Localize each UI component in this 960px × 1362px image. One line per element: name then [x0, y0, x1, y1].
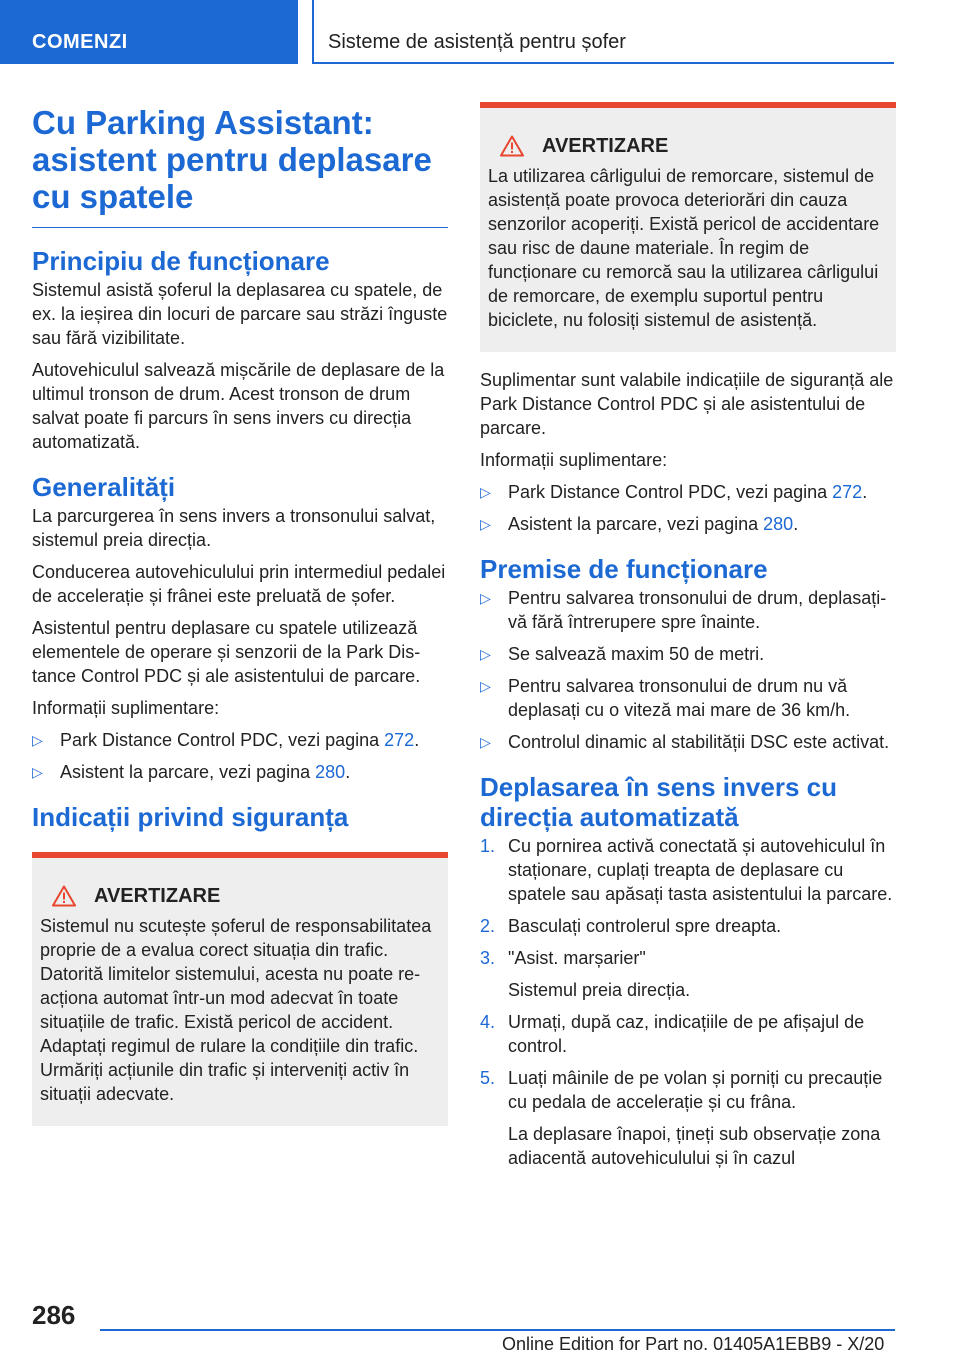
list-item	[480, 480, 896, 504]
item-text: Asistent la parcare, vezi pagina	[60, 762, 316, 782]
page-number: 286	[32, 1300, 76, 1330]
steps-list	[480, 834, 896, 1170]
page-link[interactable]: 272	[832, 482, 863, 502]
section-tab: COMENZI	[0, 0, 298, 64]
step-text: "Asist. marșarier"	[508, 948, 646, 968]
item-end: .	[345, 762, 351, 782]
page-link[interactable]: 280	[763, 514, 794, 534]
step-number: 1.	[480, 836, 496, 856]
list-item	[480, 642, 896, 666]
triangle-bullet-icon: ▷	[480, 590, 491, 606]
item-text: Park Distance Control PDC, vezi pagina	[508, 482, 833, 502]
step-text: Urmați, după caz, indicațiile de pe afișajul de control.	[508, 1012, 865, 1056]
footer-edition: Online Edition for Part no. 01405A1EBB9 - X/20	[502, 1334, 885, 1354]
general-heading: Generalități	[32, 472, 176, 502]
step-number: 3.	[480, 948, 496, 968]
warning-title: AVERTIZARE	[94, 885, 221, 907]
step-item	[480, 914, 896, 938]
info-label: Informații suplimentare:	[480, 450, 668, 470]
general-paragraph: La parcurgerea în sens invers a tronsonului salvat, sistemul preia direcția.	[32, 506, 436, 550]
general-paragraph: Conducerea autovehiculului prin intermediul pedalei de accelerație și frânei este preluată de șofer.	[32, 562, 446, 606]
step-subtext: La deplasare înapoi, țineți sub observație zona adiacentă autovehiculului și în cazul	[508, 1124, 881, 1168]
triangle-bullet-icon: ▷	[480, 516, 491, 532]
list-item	[32, 728, 448, 752]
step-text: Luați mâinile de pe volan și porniți cu precauție cu pedala de accelerație și cu frâna.	[508, 1068, 883, 1112]
triangle-bullet-icon: ▷	[32, 732, 43, 748]
warning-triangle-icon	[500, 135, 524, 157]
list-item	[480, 512, 896, 536]
triangle-bullet-icon: ▷	[480, 484, 491, 500]
item-text: Asistent la parcare, vezi pagina	[508, 514, 764, 534]
warning-box	[480, 102, 896, 352]
item-text: Se salvează maxim 50 de metri.	[508, 644, 765, 664]
warning-text: La utilizarea cârligului de remorcare, sistemul de asistență poate provoca deteriorări din cauza senzorilor acoperiți. Există pericol de accidentare sau risc de daune materiale. În regim de funcționare cu remorcă sau la utilizarea cârligului de remorcare, de exemplu suportul pentru biciclete, nu folosiți sistemul de asistență.	[488, 166, 880, 330]
warning-text: Sistemul nu scutește șoferul de responsabilitatea proprie de a evalua corect situația din trafic. Datorită limitelor sistemului, acesta nu poate reacționa automat într-un mod adecvat în toate situațiile de trafic. Există pericol de accident. Adaptați regimul de rulare la condițiile din trafic. Urmăriți acțiunile din trafic și interveniți activ în situații adecvate.	[40, 916, 432, 1104]
prerequisites-list	[480, 586, 896, 754]
prerequisites-heading: Premise de funcționare	[480, 554, 768, 584]
step-item	[480, 1010, 896, 1058]
warning-title: AVERTIZARE	[542, 135, 669, 157]
triangle-bullet-icon: ▷	[480, 646, 491, 662]
step-text: Cu pornirea activă conectată și autovehiculul în staționare, cuplați treapta de deplasare cu spatele sau apăsați tasta asistentului la parcare.	[508, 836, 893, 904]
list-item	[480, 586, 896, 634]
info-list	[32, 728, 448, 784]
step-subtext: Sistemul preia direcția.	[508, 980, 691, 1000]
triangle-bullet-icon: ▷	[480, 678, 491, 694]
principle-paragraph: Sistemul asistă șoferul la deplasarea cu spatele, de ex. la ieșirea din locuri de parcare sau străzi înguste sau fără vizibilitate.	[32, 280, 448, 348]
info-label: Informații suplimentare:	[32, 698, 220, 718]
step-number: 5.	[480, 1068, 496, 1088]
page-link[interactable]: 280	[315, 762, 346, 782]
principle-heading: Principiu de funcționare	[32, 246, 330, 276]
step-text: Basculați controlerul spre dreapta.	[508, 916, 782, 936]
warning-header	[488, 134, 888, 158]
step-number: 4.	[480, 1012, 496, 1032]
list-item	[480, 730, 896, 754]
list-item	[32, 760, 448, 784]
item-text: Park Distance Control PDC, vezi pagina	[60, 730, 385, 750]
item-text: Pentru salvarea tronsonului de drum, deplasați-vă fără întrerupere spre înainte.	[508, 588, 887, 632]
footer-divider	[100, 1329, 895, 1331]
info-list	[480, 480, 896, 536]
page-link[interactable]: 272	[384, 730, 415, 750]
supplementary-paragraph: Suplimentar sunt valabile indicațiile de siguranță ale Park Distance Control PDC și ale asistentului de parcare.	[480, 370, 894, 438]
triangle-bullet-icon: ▷	[32, 764, 43, 780]
step-number: 2.	[480, 916, 496, 936]
warning-triangle-icon	[52, 885, 76, 907]
step-item	[480, 946, 896, 1002]
item-text: Controlul dinamic al stabilității DSC este activat.	[508, 732, 890, 752]
step-item	[480, 1066, 896, 1170]
list-item	[480, 674, 896, 722]
general-paragraph: Asistentul pentru deplasare cu spatele utilizează elementele de operare și senzorii de la Park Distance Control PDC și ale asistentului de parcare.	[32, 618, 421, 686]
step-item	[480, 834, 896, 906]
warning-header	[40, 884, 440, 908]
item-end: .	[793, 514, 799, 534]
reverse-heading: Deplasarea în sens invers cu direcția automatizată	[480, 772, 837, 832]
left-column	[32, 100, 448, 1142]
item-end: .	[414, 730, 420, 750]
warning-box	[32, 852, 448, 1126]
principle-paragraph: Autovehiculul salvează mișcările de deplasare de la ultimul tronson de drum. Acest tronson de drum salvat poate fi parcurs în sens invers cu direcția automatizată.	[32, 360, 445, 452]
item-end: .	[862, 482, 868, 502]
safety-heading: Indicații privind siguranța	[32, 802, 349, 832]
triangle-bullet-icon: ▷	[480, 734, 491, 750]
chapter-title: Sisteme de asistență pentru șofer	[312, 0, 894, 64]
main-heading: Cu Parking Assistant: asistent pentru deplasare cu spatele	[32, 104, 448, 228]
right-column	[480, 100, 896, 1178]
item-text: Pentru salvarea tronsonului de drum nu vă deplasați cu o viteză mai mare de 36 km/h.	[508, 676, 851, 720]
